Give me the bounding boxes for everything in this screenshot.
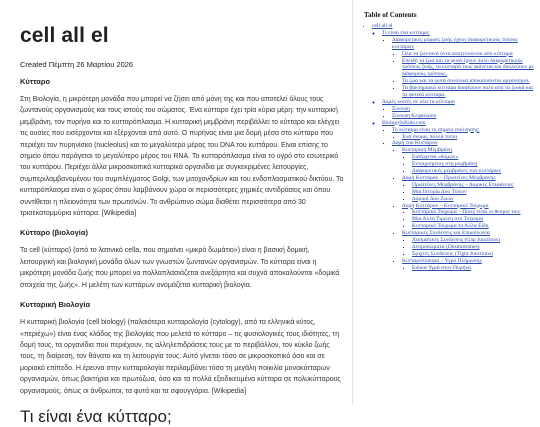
toc-tree [364, 23, 534, 272]
toc-link[interactable]: Δομή Κυττάρου – Κυτταρικό Τοίχωμα [402, 202, 489, 209]
toc-link[interactable]: Μια Άλλη Τιμώνη στο Τοίχωμα [412, 216, 484, 223]
toc-item [412, 237, 534, 244]
toc-list [382, 106, 534, 120]
toc-link[interactable]: Σύνοψη Κεφαλαίου [392, 112, 437, 119]
toc-item [412, 161, 534, 168]
toc-list [402, 265, 534, 272]
toc-link[interactable]: Σύνοψη [392, 105, 410, 112]
toc-item [412, 265, 534, 272]
toc-item [412, 189, 534, 196]
toc-link[interactable]: Όλα τα ζωντανά όντα αποτελούνται από κύτταρα [402, 50, 513, 57]
toc-list [392, 134, 534, 141]
toc-item [402, 175, 534, 203]
toc-item [402, 58, 534, 79]
toc-link[interactable]: Κυτταρικό Τοίχωμα τα Άλλα Είδη [412, 223, 489, 230]
toc-link[interactable]: Δεσμοσώματα (Desmosomes) [412, 244, 480, 250]
toc-link[interactable]: Διαφορετικές μορφές ζωής έχουν διαφορετικούς τύπους κυττάρων [392, 36, 518, 50]
toc-list [372, 30, 534, 272]
section-heading-cell: Κύτταρο [20, 77, 51, 86]
toc-link[interactable]: Κυτταρικό Τοίχωμα – Ποιες είναι οι θεσμοί του; [412, 209, 521, 216]
toc-item [412, 154, 534, 161]
toc-link[interactable]: Διαφορετικές μεμβράνες των κυττάρων [412, 168, 502, 175]
toc-item [412, 223, 534, 230]
toc-item [382, 30, 534, 99]
toc-item [382, 99, 534, 120]
toc-item [372, 23, 534, 272]
toc-item [392, 127, 534, 141]
toc-item [412, 216, 534, 223]
toc-link[interactable]: Κυτταρικές Συνδέσεις και Επικοινωνία [402, 230, 490, 237]
toc-list [402, 182, 534, 203]
toc-item [392, 113, 534, 120]
toc-link[interactable]: Τα βακτηριακά κύτταρα διαφέρουν πολύ από τα ζωικά και τα φυτικά κύτταρα. [402, 85, 534, 99]
section-paragraph-cell-biology: Η κυτταρική βιολογία (cell biology) (παλαιότερα κυτταρολογία (cytology), από τα ελληνικά κύτος, «περιέχω») είναι ένας κλάδος της βιολογίας που μελετά το κύτταρο – τις φυσιολογικές τους ιδιότητες, τη δομή τους, τα οργανίδια που περιέχουν, τις αλληλεπιδράσεις τους με το περιβάλλον, τον κύκλο ζωής τους, τη διαίρεση, τον θάνατο και τη λειτουργία τους. Αυτό γίνεται τόσο σε μικροσκοπικό όσο και σε μοριακό επίπεδο. Η έρευνα στην κυτταρολογία περιλαμβάνει τόσο τη μεγάλη ποικιλία μονοκύτταρων οργανισμών, όπως βακτήρια και πρωτόζωα, όσο και τα πολλά εξειδικευμένα κύτταρα σε πολυκύτταρους οργανισμούς, όπως οι άνθρωποι, τα φυτά και τα σφουγγάρια. [Wikipedia] [20, 319, 341, 395]
section-heading-cell-biology: Κυτταρική Βιολογία [20, 300, 91, 310]
toc-link[interactable]: Σφιχτές Συνδέσεις (Tight Junctions) [412, 250, 493, 257]
toc-title: Table of Contents [364, 11, 417, 19]
toc-link[interactable]: Δομικά Δύο Ζωών [412, 195, 454, 202]
page-title: cell all el [20, 24, 109, 47]
toc-link[interactable]: Τα ζώα και τα φυτά συνολικά αποκαλούνται οργανισμοί. [402, 78, 530, 85]
toc-link[interactable]: BiologyIsKids.com [382, 119, 426, 126]
toc-list [402, 237, 534, 258]
toc-link[interactable]: Το κύτταρο είναι το σημείο εκκίνησης; [392, 126, 480, 133]
toc-item [392, 140, 534, 271]
toc-list [382, 37, 534, 99]
toc-link[interactable]: Μια Ιστορία Δύο Τύπων [412, 188, 467, 195]
toc-link[interactable]: Κυτταρική Μεμβράνη [402, 147, 453, 154]
toc-link[interactable]: Ένα όνομα, πολλά τύποι [402, 133, 458, 140]
section-paragraph-cell-biology-def: Το cell (κύτταρο) (από το λατινικό cella, που σημαίνει «μικρό δωμάτιο») είναι η βασική δομική, λειτουργική και βιολογική μονάδα όλων των γνωστών ζωντανών οργανισμών. Τα κύτταρα είναι η μικρότερη μονάδα ζωής που μπορεί να πολλαπλασιάζεται ανεξάρτητα και συχνά αποκαλούνται «δομικά στοιχεία της ζωής». Η μελέτη των κυττάρων ονομάζεται κυτταρική βιολογία. [20, 247, 340, 289]
toc-item [392, 106, 534, 113]
toc-list [364, 23, 534, 272]
toc-link[interactable]: Τι είναι ένα κύτταρο; [382, 29, 430, 36]
toc-link[interactable]: Χασματικές Συνδέσεις (Gap Junctions) [412, 237, 501, 244]
toc-item [412, 251, 534, 258]
created-date: Created Πέμπτη 26 Μαρτίου 2026 [20, 60, 134, 69]
toc-item [402, 230, 534, 258]
toc-item [412, 244, 534, 251]
toc-list [392, 147, 534, 271]
toc-link[interactable]: Κυτταρόπλασμα – Υγρό Πλήρωσης [402, 257, 482, 264]
toc-item [392, 37, 534, 99]
toc-item [412, 209, 534, 216]
toc-list [402, 209, 534, 230]
section-subheading-what-is-cell: Τι είναι ένα κύτταρο; [20, 406, 172, 426]
toc-link[interactable]: Δομή Κυττάρου – Πρωτεΐνες Μεμβράνης [402, 174, 496, 181]
toc-item [402, 147, 534, 175]
table-of-contents [352, 0, 540, 405]
toc-item [402, 203, 534, 231]
toc-item [382, 120, 534, 272]
section-paragraph-cell: Στη Βιολογία, η μικρότερη μονάδα που μπορεί να ζήσει από μόνη της και που αποτελεί όλους τους ζωντανούς οργανισμούς και τους ιστούς του σώματος. Ένα κύτταρο έχει τρία κύρια μέρη: την κυτταρική μεμβράνη, τον πυρήνα και το κυτταρόπλασμα. Η κυτταρική μεμβράνη περιβάλλει το κύτταρο και ελέγχει τις ουσίες που εισέρχονται και εξέρχονται από αυτό. Ο πυρήνας είναι μια δομή μέσα στο κύτταρο που περιέχει τον πυρηνίσκο (nucleolus) και το μεγαλύτερο μέρος του DNA του κυττάρου. Είναι επίσης το σημείο όπου παράγεται το μεγαλύτερο μέρος του RNA. Το κυτταρόπλασμα είναι το υγρό στο εσωτερικό του κυττάρου. Περιέχει άλλα μικροσκοπικά κυτταρικά οργανίδια με συγκεκριμένες λειτουργίες, συμπεριλαμβανομένου του συμπλέγματος Golgi, των μιτοχονδρίων και του ενδοπλασματικού δικτύου. Το κυτταρόπλασμα είναι ο χώρος όπου λαμβάνουν χώρα οι περισσότερες χημικές αντιδράσεις και όπου συντίθεται η πλειονότητα των πρωτεϊνών. Το ανθρώπινο σώμα διαθέτει περισσότερα από 30 τρισεκατομμύρια κύτταρα. [Wikipedia] [20, 96, 344, 218]
toc-link[interactable]: Δομή του Κυττάρου [392, 140, 438, 147]
toc-list [392, 51, 534, 99]
toc-link[interactable]: Εντοιχισμένες στη μεμβράνη [412, 161, 478, 168]
toc-link[interactable]: Επειδή τα ζώα και τα φυτά έχουν πολύ διαφορετικούς τρόπους ζωής, τα κύτταρά τους φαίνεται και δουλεύουν με διάφορους τρόπους. [402, 57, 534, 78]
toc-link[interactable]: Ειδικά Υγρά στον Πυρήνα [412, 264, 471, 271]
toc-list [382, 127, 534, 272]
toc-item [402, 134, 534, 141]
toc-item [402, 258, 534, 272]
section-heading-cell-biology-def: Κύτταρο (βιολογία) [20, 228, 88, 238]
toc-item [402, 85, 534, 99]
toc-link[interactable]: Δομές κοινές σε όλα τα κύτταρα [382, 98, 455, 105]
toc-link[interactable]: Εισέρχεται «δομών» [412, 154, 459, 161]
toc-link[interactable]: cell all el [372, 23, 393, 29]
toc-item [412, 168, 534, 175]
toc-item [402, 51, 534, 58]
toc-item [412, 196, 534, 203]
toc-list [402, 154, 534, 175]
toc-item [412, 182, 534, 189]
toc-link[interactable]: Πρωτεΐνες Μεμβράνης – Δομικές Επιφάνειες [412, 181, 514, 188]
